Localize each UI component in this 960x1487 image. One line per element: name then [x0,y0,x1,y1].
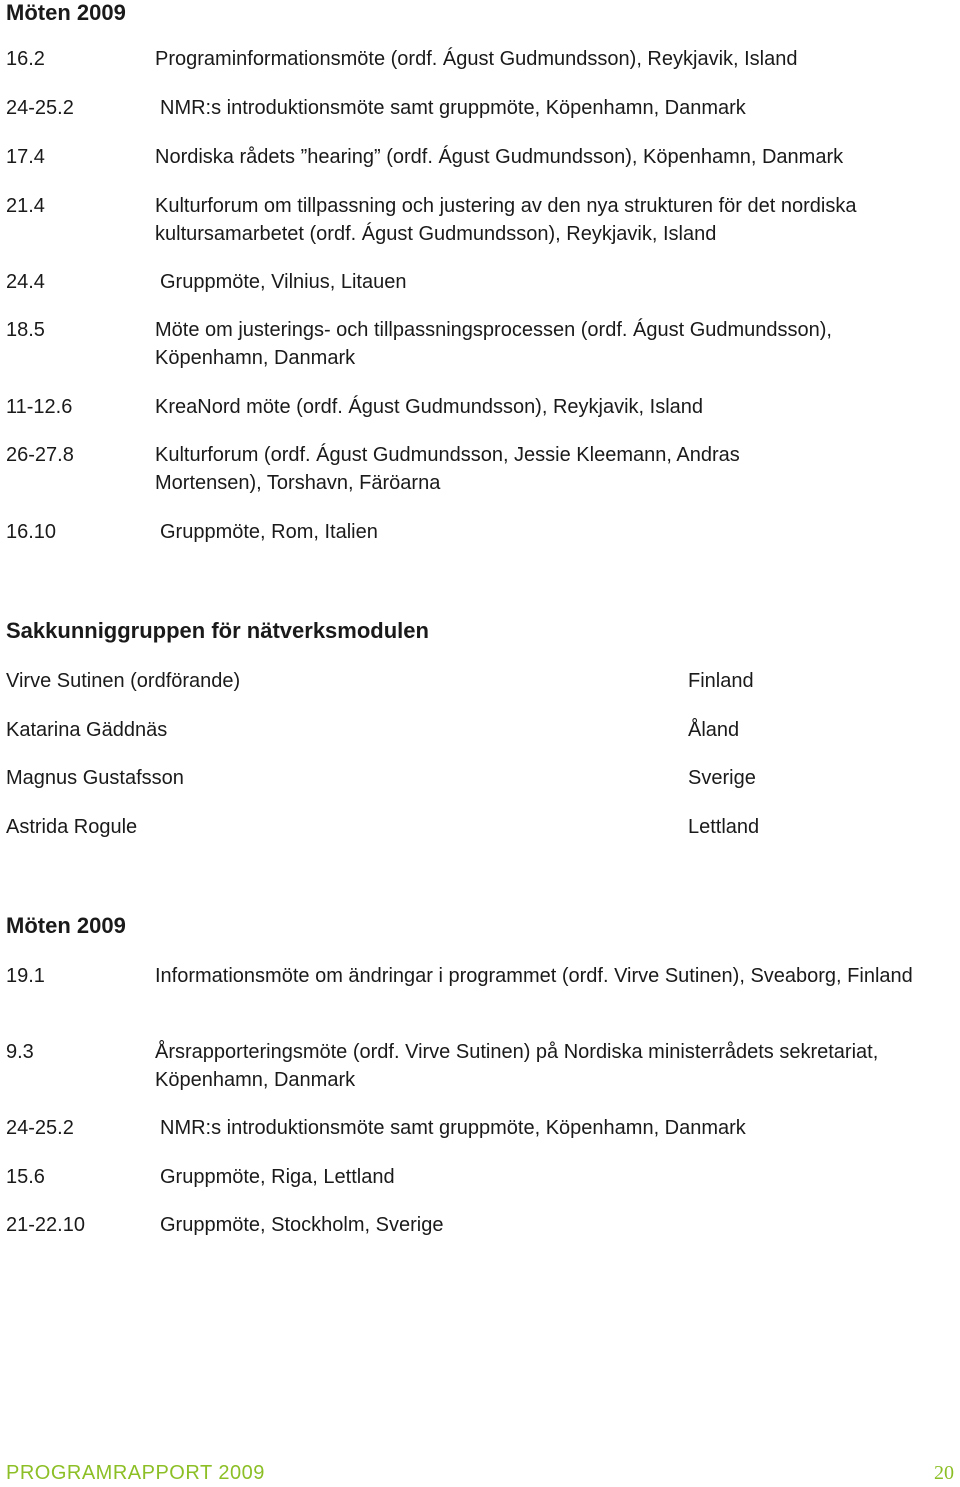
meeting-date: 16.10 [6,521,57,543]
meeting-date: 9.3 [6,1041,34,1063]
meeting-date: 11-12.6 [6,396,73,418]
meeting-description: Möte om justerings- och tillpassningsprocessen (ordf. Águst Gudmundsson), Köpenhamn, Danmark [155,319,832,369]
page-number: 20 [934,1462,954,1484]
meeting-description: Kulturforum om tillpassning och justering av den nya strukturen för det nordiska kultursamarbetet (ordf. Águst Gudmundsson), Reykjavik, Island [155,195,857,245]
meeting-date: 18.5 [6,319,45,341]
meeting-description: NMR:s introduktionsmöte samt gruppmöte, Köpenhamn, Danmark [160,97,746,119]
member-country: Lettland [688,816,760,838]
member-country: Finland [688,670,754,692]
member-name: Katarina Gäddnäs [6,719,168,741]
meeting-date: 24-25.2 [6,1117,74,1139]
meeting-description: Årsrapporteringsmöte (ordf. Virve Sutinen) på Nordiska ministerrådets sekretariat, Köpenhamn, Danmark [155,1041,879,1091]
section-heading-meetings-2009-network: Möten 2009 [6,913,126,938]
meeting-description: NMR:s introduktionsmöte samt gruppmöte, Köpenhamn, Danmark [160,1117,746,1139]
meeting-date: 15.6 [6,1166,45,1188]
meeting-description: Programinformationsmöte (ordf. Águst Gudmundsson), Reykjavik, Island [155,48,798,70]
meeting-date: 19.1 [6,965,45,987]
meeting-date: 21.4 [6,195,45,217]
meeting-date: 17.4 [6,146,45,168]
meeting-date: 24-25.2 [6,97,74,119]
member-name: Virve Sutinen (ordförande) [6,670,241,692]
meeting-description: Gruppmöte, Riga, Lettland [160,1166,395,1188]
member-name: Magnus Gustafsson [6,767,184,789]
section-heading-expert-group: Sakkunniggruppen för nätverksmodulen [6,618,429,643]
meeting-description: Gruppmöte, Vilnius, Litauen [160,271,407,293]
meeting-description: Kulturforum (ordf. Águst Gudmundsson, Jessie Kleemann, Andras Mortensen), Torshavn, Färöarna [155,444,740,494]
footer-report-title: PROGRAMRAPPORT 2009 [6,1462,265,1484]
meeting-description: Gruppmöte, Stockholm, Sverige [160,1214,444,1236]
meeting-date: 16.2 [6,48,45,70]
meeting-date: 26-27.8 [6,444,74,466]
meeting-description: Nordiska rådets ”hearing” (ordf. Águst Gudmundsson), Köpenhamn, Danmark [155,146,844,168]
member-name: Astrida Rogule [6,816,138,838]
member-country: Åland [688,719,740,741]
meeting-description: Informationsmöte om ändringar i programmet (ordf. Virve Sutinen), Sveaborg, Finland [155,965,913,987]
meeting-description: KreaNord möte (ordf. Águst Gudmundsson), Reykjavik, Island [155,396,704,418]
member-country: Sverige [688,767,756,789]
section-heading-meetings-2009: Möten 2009 [6,0,126,25]
meeting-date: 21-22.10 [6,1214,85,1236]
meeting-description: Gruppmöte, Rom, Italien [160,521,378,543]
meeting-date: 24.4 [6,271,45,293]
